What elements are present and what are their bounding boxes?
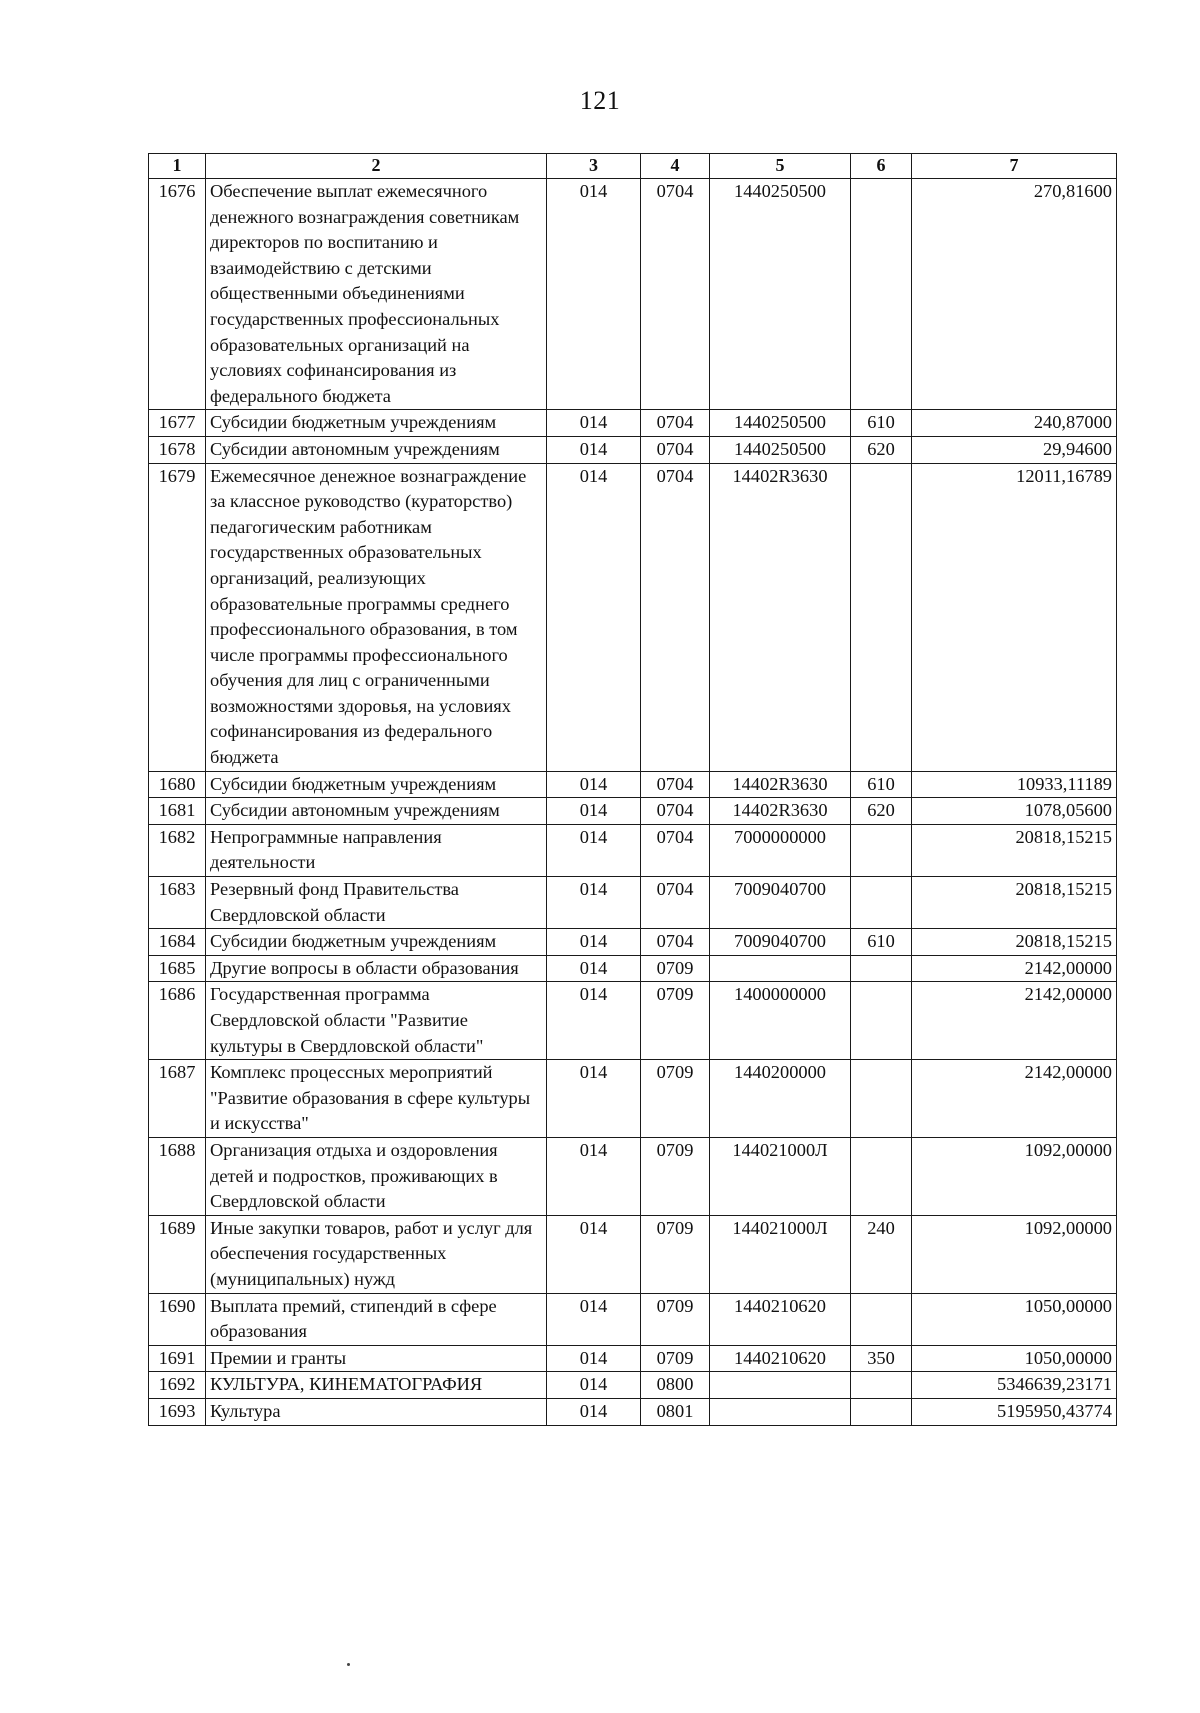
table-row [149,1345,1117,1372]
row-section-code: 0709 [641,955,710,982]
row-amount: 20818,15215 [912,877,1117,929]
row-name: Субсидии автономным учреждениям [206,436,547,463]
table-row [149,1372,1117,1399]
row-target-article: 7000000000 [710,824,851,876]
row-expense-type: 610 [851,929,912,956]
row-target-article: 14402R3630 [710,771,851,798]
row-section-code: 0709 [641,1293,710,1345]
row-amount: 2142,00000 [912,982,1117,1060]
row-section-code: 0704 [641,929,710,956]
row-ministry-code: 014 [547,955,641,982]
row-name: Резервный фонд Правительства Свердловской области [206,877,547,929]
row-name: Другие вопросы в области образования [206,955,547,982]
row-name: Непрограммные направления деятельности [206,824,547,876]
row-number: 1685 [149,955,206,982]
table-row [149,824,1117,876]
row-amount: 5195950,43774 [912,1398,1117,1425]
row-ministry-code: 014 [547,463,641,771]
row-amount: 1078,05600 [912,798,1117,825]
row-section-code: 0704 [641,179,710,410]
row-expense-type [851,1137,912,1215]
row-ministry-code: 014 [547,824,641,876]
row-amount: 5346639,23171 [912,1372,1117,1399]
row-name: Организация отдыха и оздоровления детей и подростков, проживающих в Свердловской области [206,1137,547,1215]
row-number: 1689 [149,1215,206,1293]
row-expense-type [851,1398,912,1425]
row-target-article: 1400000000 [710,982,851,1060]
table-row [149,410,1117,437]
table-row [149,1398,1117,1425]
table-row [149,1215,1117,1293]
row-amount: 2142,00000 [912,1060,1117,1138]
table-row [149,771,1117,798]
table-row [149,1060,1117,1138]
header-col-7: 7 [912,154,1117,179]
row-name: Комплекс процессных мероприятий "Развитие образования в сфере культуры и искусства" [206,1060,547,1138]
table-row [149,436,1117,463]
row-target-article: 144021000Л [710,1137,851,1215]
row-name: Ежемесячное денежное вознаграждение за классное руководство (кураторство) педагогическим работникам государственных образовательных организаций, реализующих образовательные программы среднего профессионального образования, в том числе программы профессионального обучения для лиц с ограниченными возможностями здоровья, на условиях софинансирования из федерального бюджета [206,463,547,771]
row-ministry-code: 014 [547,436,641,463]
table-row [149,982,1117,1060]
row-ministry-code: 014 [547,179,641,410]
row-ministry-code: 014 [547,410,641,437]
row-amount: 10933,11189 [912,771,1117,798]
row-expense-type: 610 [851,410,912,437]
header-col-1: 1 [149,154,206,179]
table-row [149,179,1117,410]
row-number: 1681 [149,798,206,825]
row-target-article: 14402R3630 [710,463,851,771]
row-target-article [710,1372,851,1399]
table-row [149,955,1117,982]
row-section-code: 0704 [641,824,710,876]
row-number: 1687 [149,1060,206,1138]
table-row [149,463,1117,771]
row-target-article: 1440200000 [710,1060,851,1138]
header-col-6: 6 [851,154,912,179]
row-ministry-code: 014 [547,1137,641,1215]
row-amount: 270,81600 [912,179,1117,410]
row-number: 1678 [149,436,206,463]
header-col-5: 5 [710,154,851,179]
row-expense-type: 620 [851,798,912,825]
row-section-code: 0704 [641,463,710,771]
row-section-code: 0709 [641,1137,710,1215]
row-expense-type [851,1060,912,1138]
row-amount: 240,87000 [912,410,1117,437]
row-number: 1686 [149,982,206,1060]
row-expense-type [851,824,912,876]
row-target-article: 1440250500 [710,179,851,410]
row-number: 1683 [149,877,206,929]
row-ministry-code: 014 [547,798,641,825]
row-target-article: 1440250500 [710,410,851,437]
row-section-code: 0704 [641,798,710,825]
row-ministry-code: 014 [547,877,641,929]
header-row [149,154,1117,179]
row-ministry-code: 014 [547,1398,641,1425]
row-section-code: 0704 [641,771,710,798]
row-amount: 1092,00000 [912,1137,1117,1215]
row-expense-type [851,1293,912,1345]
row-number: 1679 [149,463,206,771]
table-body [149,179,1117,1426]
row-section-code: 0709 [641,982,710,1060]
table-row [149,1137,1117,1215]
row-ministry-code: 014 [547,1372,641,1399]
table-header [149,154,1117,179]
row-name: Премии и гранты [206,1345,547,1372]
row-amount: 29,94600 [912,436,1117,463]
row-expense-type [851,463,912,771]
row-name: Культура [206,1398,547,1425]
row-target-article: 7009040700 [710,877,851,929]
row-number: 1677 [149,410,206,437]
row-expense-type [851,1372,912,1399]
row-amount: 1050,00000 [912,1293,1117,1345]
row-section-code: 0709 [641,1345,710,1372]
row-section-code: 0704 [641,410,710,437]
row-name: Государственная программа Свердловской области "Развитие культуры в Свердловской области" [206,982,547,1060]
row-section-code: 0704 [641,877,710,929]
budget-table [148,153,1117,1426]
row-expense-type [851,179,912,410]
row-name: Субсидии бюджетным учреждениям [206,929,547,956]
row-expense-type [851,955,912,982]
row-amount: 1050,00000 [912,1345,1117,1372]
row-ministry-code: 014 [547,771,641,798]
row-name: Субсидии автономным учреждениям [206,798,547,825]
header-col-3: 3 [547,154,641,179]
row-number: 1682 [149,824,206,876]
row-target-article [710,955,851,982]
row-target-article [710,1398,851,1425]
row-section-code: 0709 [641,1215,710,1293]
row-ministry-code: 014 [547,1215,641,1293]
row-number: 1684 [149,929,206,956]
row-ministry-code: 014 [547,982,641,1060]
table-row [149,1293,1117,1345]
row-amount: 2142,00000 [912,955,1117,982]
row-number: 1676 [149,179,206,410]
row-section-code: 0709 [641,1060,710,1138]
row-expense-type: 240 [851,1215,912,1293]
header-col-2: 2 [206,154,547,179]
row-ministry-code: 014 [547,1345,641,1372]
row-name: КУЛЬТУРА, КИНЕМАТОГРАФИЯ [206,1372,547,1399]
row-number: 1691 [149,1345,206,1372]
row-amount: 1092,00000 [912,1215,1117,1293]
page-number: 121 [579,86,621,115]
row-name: Субсидии бюджетным учреждениям [206,771,547,798]
table-row [149,929,1117,956]
row-number: 1688 [149,1137,206,1215]
row-name: Обеспечение выплат ежемесячного денежного вознаграждения советникам директоров по воспитанию и взаимодействию с детскими общественными объединениями государственных профессиональных образовательных организаций на условиях софинансирования из федерального бюджета [206,179,547,410]
row-target-article: 1440210620 [710,1293,851,1345]
row-name: Субсидии бюджетным учреждениям [206,410,547,437]
row-number: 1680 [149,771,206,798]
row-amount: 12011,16789 [912,463,1117,771]
row-target-article: 14402R3630 [710,798,851,825]
row-amount: 20818,15215 [912,929,1117,956]
row-section-code: 0704 [641,436,710,463]
row-number: 1690 [149,1293,206,1345]
row-target-article: 1440210620 [710,1345,851,1372]
row-expense-type: 610 [851,771,912,798]
row-expense-type: 620 [851,436,912,463]
table-row [149,877,1117,929]
row-number: 1692 [149,1372,206,1399]
row-amount: 20818,15215 [912,824,1117,876]
row-section-code: 0800 [641,1372,710,1399]
row-expense-type [851,877,912,929]
row-ministry-code: 014 [547,1293,641,1345]
scan-speck [347,1663,350,1666]
row-ministry-code: 014 [547,1060,641,1138]
row-ministry-code: 014 [547,929,641,956]
row-expense-type: 350 [851,1345,912,1372]
row-expense-type [851,982,912,1060]
row-target-article: 7009040700 [710,929,851,956]
row-target-article: 1440250500 [710,436,851,463]
header-col-4: 4 [641,154,710,179]
row-number: 1693 [149,1398,206,1425]
row-target-article: 144021000Л [710,1215,851,1293]
row-name: Выплата премий, стипендий в сфере образования [206,1293,547,1345]
row-section-code: 0801 [641,1398,710,1425]
row-name: Иные закупки товаров, работ и услуг для обеспечения государственных (муниципальных) нужд [206,1215,547,1293]
table-row [149,798,1117,825]
